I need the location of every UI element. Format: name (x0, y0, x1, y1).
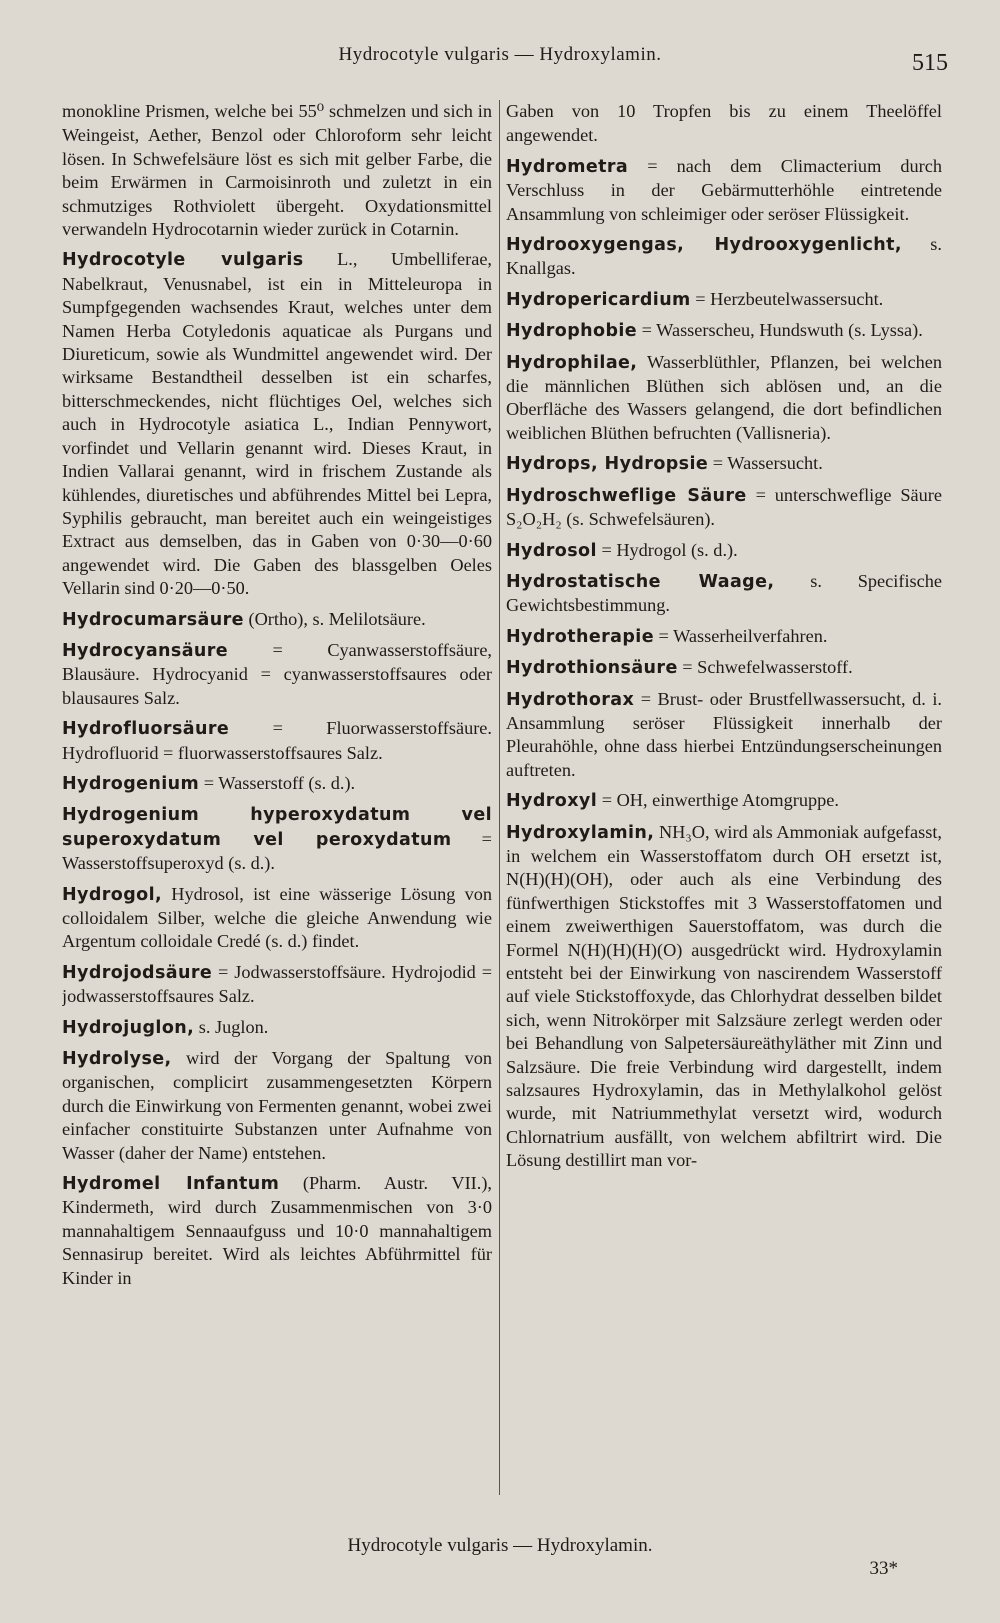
page-number: 515 (912, 50, 948, 76)
headword: Hydrocyansäure (62, 640, 229, 661)
entry-hydrothionsaeure: Hydrothionsäure = Schwefelwasserstoff. (506, 657, 853, 679)
headword: Hydrothorax (506, 689, 635, 710)
headword: Hydroschweflige Säure (506, 485, 747, 506)
entry-hydrocyansaeure: Hydrocyansäure = Cyanwasserstoffsäure, Blausäure. Hydrocyanid = cyanwasserstoffsaures oder blausaures Salz. (62, 639, 492, 708)
right-column (506, 100, 942, 1540)
entry-hydrogol: Hydrogol, Hydrosol, ist eine wässerige Lösung von colloidalem Silber, welche die gleiche Anwendung wie Argentum colloidale Credé (s. d.) findet. (62, 883, 492, 952)
headword: Hydroxyl (506, 791, 598, 812)
headword: Hydrogenium hyperoxydatum vel superoxydatum vel peroxydatum (62, 805, 492, 850)
entry-hydrogenium: Hydrogenium = Wasserstoff (s. d.). (62, 772, 356, 794)
entry-hydrops: Hydrops, Hydropsie = Wassersucht. (506, 453, 823, 475)
entry-continuation: Gaben von 10 Tropfen bis zu einem Theelöffel angewendet. (506, 101, 942, 146)
entry-hydrostatische-waage: Hydrostatische Waage, s. Specifische Gewichtsbestimmung. (506, 570, 942, 616)
headword: Hydrosol (506, 540, 597, 561)
headword: Hydrogol, (62, 884, 163, 905)
entry-hydroxylamin: Hydroxylamin, NH₃O, wird als Ammoniak aufgefasst, in welchem ein Wasserstoffatom durch OH ersetzt ist, N(H)(H)(OH), oder auch als eine Verbindung des fünfwerthigen Stickstoffes mit 3 Wasserstoffatomen und einem zweiwerthigen Sauerstoffatom, was durch die Formel N(H)(H)(H)(O) ausgedrückt wird. Hydroxylamin entsteht bei der Einwirkung von nascirendem Wasserstoff auf viele Stickstoffoxyde, das Chlorhydrat desselben bildet sich, wenn Nitrokörper mit Salzsäure zerlegt werden oder bei Behandlung von Salpetersäureäthyläther mit Zinn und Salzsäure. Die freie Verbindung wird dargestellt, indem salzsaures Hydroxylamin, das in Methylalkohol gelöst wurde, mit Natriummethylat versetzt wird, wodurch Chlornatrium ausfällt, von welchem abfiltrirt wird. Die Lösung destillirt man vor- (506, 821, 942, 1171)
entry-hydrooxygengas: Hydrooxygengas, Hydrooxygenlicht, s. Knallgas. (506, 234, 942, 279)
headword: Hydrocumarsäure (62, 609, 244, 630)
headword: Hydroxylamin, (506, 822, 655, 843)
entry-hydrosol: Hydrosol = Hydrogol (s. d.). (506, 539, 738, 561)
entry-hydrofluorsaeure: Hydrofluorsäure = Fluorwasserstoffsäure. Hydrofluorid = fluorwasserstoffsaures Salz. (62, 718, 492, 763)
entry-hydrojuglon: Hydrojuglon, s. Juglon. (62, 1016, 269, 1038)
entry-hydrophilae: Hydrophilae, Wasserblüthler, Pflanzen, bei welchen die männlichen Blüthen sich ablösen und, an die Oberfläche des Wassers gelangend, die dort befindlichen weiblichen Blüthen befruchten (Vallisneria). (506, 351, 942, 443)
entry-hydrolyse: Hydrolyse, wird der Vorgang der Spaltung von organischen, complicirt zusammengesetzten Körpern durch die Einwirkung von Fermenten genannt, wobei zwei einfacher constituirte Substanzen unter Aufnahme von Wasser (daher der Name) entstehen. (62, 1048, 492, 1163)
headword: Hydrotherapie (506, 626, 654, 647)
entry-hydrotherapie: Hydrotherapie = Wasserheilverfahren. (506, 625, 828, 647)
footer-title: Hydrocotyle vulgaris — Hydroxylamin. (347, 1535, 653, 1556)
headword: Hydrostatische Waage, (506, 571, 775, 592)
headword: Hydrophobie (506, 321, 638, 342)
printer-signature: 33* (869, 1558, 898, 1579)
headword: Hydrogenium (62, 773, 200, 794)
headword: Hydrops, Hydropsie (506, 454, 709, 475)
headword: Hydropericardium (506, 289, 691, 310)
entry-hydropericardium: Hydropericardium = Herzbeutelwassersucht. (506, 288, 884, 310)
entry-continuation: monokline Prismen, welche bei 55⁰ schmelzen und sich in Weingeist, Aether, Benzol oder Chloroform sehr leicht lösen. In Schwefelsäure löst es sich mit gelber Farbe, die beim Erwärmen in Carmoisinroth und zuletzt in ein schmutziges Rothviolett übergeht. Oxydationsmittel verwandeln Hydrocotarnin wieder zurück in Cotarnin. (62, 101, 492, 240)
headword: Hydrothionsäure (506, 658, 678, 679)
entry-hydrocumarsaeure: Hydrocumarsäure (Ortho), s. Melilotsäure. (62, 608, 426, 630)
headword: Hydrometra (506, 156, 629, 177)
entry-hydrocotyle-vulgaris: Hydrocotyle vulgaris L., Umbelliferae, Nabelkraut, Venusnabel, ist ein in Mitteleuropa in Sumpfgegenden wachsendes Kraut, welches unter dem Namen Herba Cotyledonis aquaticae als Purgans und Diureticum, sowie als Wundmittel angewendet wird. Der wirksame Bestandtheil desselben ist ein scharfes, bitterschmeckendes, nicht flüchtiges Oel, welches sich auch in Hydrocotyle asiatica L., Indian Pennywort, vorfindet und Vellarin genannt wird. Dieses Kraut, in Indien Vallarai genannt, wird in frischem Zustande als kühlendes, diuretisches und abführendes Mittel bei Lepra, Syphilis gebraucht, man bereitet auch ein weingeistiges Extract aus demselben, das in Gaben von 0·30—0·60 angewendet wird. Die Gaben des blassgelben Oeles Vellarin sind 0·20—0·50. (62, 249, 492, 599)
entry-hydrothorax: Hydrothorax = Brust- oder Brustfellwassersucht, d. i. Ansammlung seröser Flüssigkeit innerhalb der Pleurahöhle, ohne dass hierbei Entzündungserscheinungen auftreten. (506, 688, 942, 780)
headword: Hydrocotyle vulgaris (62, 250, 304, 271)
left-column (62, 100, 492, 1540)
running-head: Hydrocotyle vulgaris — Hydroxylamin. (338, 44, 662, 65)
headword: Hydrophilae, (506, 352, 638, 373)
headword: Hydrofluorsäure (62, 719, 230, 740)
headword: Hydromel Infantum (62, 1174, 280, 1195)
headword: Hydrolyse, (62, 1049, 172, 1070)
entry-hydrometra: Hydrometra = nach dem Climacterium durch Verschluss in der Gebärmutterhöhle eintretende Ansammlung von schleimiger oder seröser Flüssigkeit. (506, 155, 942, 224)
column-divider (499, 100, 500, 1495)
entry-hydroschweflige-saeure: Hydroschweflige Säure = unterschweflige Säure S₂O₂H₂ (s. Schwefelsäuren). (506, 484, 942, 530)
entry-hydrogenium-hyperoxydatum: Hydrogenium hyperoxydatum vel superoxydatum vel peroxydatum = Wasserstoffsuperoxyd (s. d.). (62, 805, 492, 874)
headword: Hydrooxygengas, Hydrooxygenlicht, (506, 235, 902, 256)
headword: Hydrojodsäure (62, 962, 213, 983)
entry-hydromel-infantum: Hydromel Infantum (Pharm. Austr. VII.), Kindermeth, wird durch Zusammenmischen von 3·0 mannahaltigem Sennaaufguss und 10·0 mannahaltigem Sennasirup bereitet. Wird als leichtes Abführmittel für Kinder in (62, 1173, 492, 1288)
entry-hydroxyl: Hydroxyl = OH, einwerthige Atomgruppe. (506, 790, 839, 812)
headword: Hydrojuglon, (62, 1017, 195, 1038)
entry-hydrophobie: Hydrophobie = Wasserscheu, Hundswuth (s. Lyssa). (506, 320, 923, 342)
entry-hydrojodsaeure: Hydrojodsäure = Jodwasserstoffsäure. Hydrojodid = jodwasserstoffsaures Salz. (62, 961, 492, 1007)
